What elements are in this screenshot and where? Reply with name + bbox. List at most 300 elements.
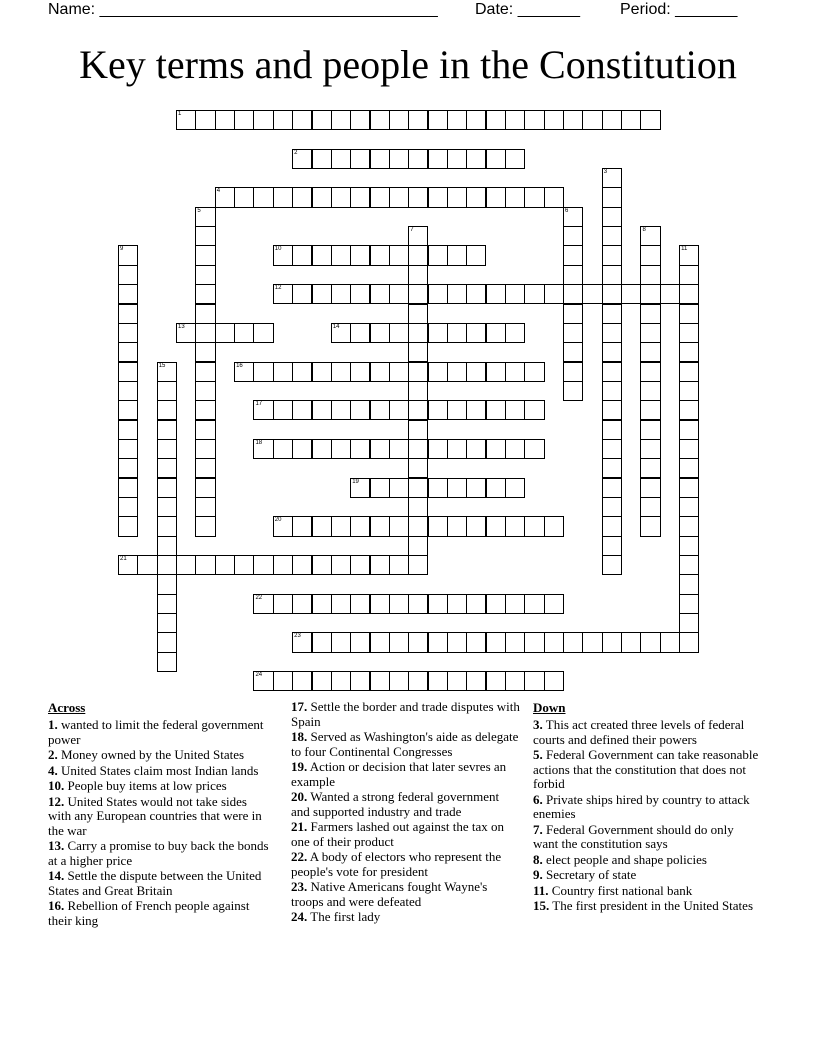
grid-cell[interactable] xyxy=(640,381,660,401)
grid-cell[interactable] xyxy=(157,497,177,517)
grid-cell[interactable] xyxy=(157,420,177,440)
grid-cell[interactable] xyxy=(408,420,428,440)
grid-cell[interactable] xyxy=(312,110,332,130)
grid-cell[interactable] xyxy=(602,362,622,382)
grid-cell[interactable] xyxy=(640,400,660,420)
grid-cell[interactable] xyxy=(524,284,544,304)
grid-cell[interactable] xyxy=(679,613,699,633)
grid-cell[interactable] xyxy=(195,420,215,440)
grid-cell[interactable] xyxy=(118,381,138,401)
grid-cell[interactable] xyxy=(331,516,351,536)
grid-cell[interactable] xyxy=(312,516,332,536)
grid-cell[interactable] xyxy=(582,110,602,130)
grid-cell[interactable] xyxy=(486,362,506,382)
grid-cell[interactable] xyxy=(389,284,409,304)
grid-cell[interactable] xyxy=(137,555,157,575)
grid-cell[interactable] xyxy=(370,149,390,169)
grid-cell[interactable] xyxy=(679,594,699,614)
grid-cell[interactable] xyxy=(447,671,467,691)
grid-cell[interactable] xyxy=(660,632,680,652)
grid-cell[interactable] xyxy=(331,149,351,169)
grid-cell[interactable] xyxy=(563,265,583,285)
grid-cell[interactable] xyxy=(389,632,409,652)
grid-cell[interactable] xyxy=(312,439,332,459)
grid-cell[interactable] xyxy=(273,439,293,459)
grid-cell[interactable] xyxy=(640,342,660,362)
grid-cell[interactable] xyxy=(350,478,370,498)
grid-cell[interactable] xyxy=(602,284,622,304)
grid-cell[interactable] xyxy=(447,594,467,614)
grid-cell[interactable] xyxy=(312,594,332,614)
grid-cell[interactable] xyxy=(428,245,448,265)
grid-cell[interactable] xyxy=(408,110,428,130)
grid-cell[interactable] xyxy=(602,187,622,207)
grid-cell[interactable] xyxy=(505,671,525,691)
grid-cell[interactable] xyxy=(370,478,390,498)
grid-cell[interactable] xyxy=(273,516,293,536)
grid-cell[interactable] xyxy=(118,458,138,478)
grid-cell[interactable] xyxy=(544,187,564,207)
grid-cell[interactable] xyxy=(602,265,622,285)
grid-cell[interactable] xyxy=(370,632,390,652)
grid-cell[interactable] xyxy=(312,149,332,169)
grid-cell[interactable] xyxy=(679,574,699,594)
grid-cell[interactable] xyxy=(118,304,138,324)
grid-cell[interactable] xyxy=(389,516,409,536)
grid-cell[interactable] xyxy=(350,555,370,575)
grid-cell[interactable] xyxy=(370,245,390,265)
grid-cell[interactable] xyxy=(157,362,177,382)
grid-cell[interactable] xyxy=(447,362,467,382)
grid-cell[interactable] xyxy=(602,458,622,478)
grid-cell[interactable] xyxy=(370,187,390,207)
grid-cell[interactable] xyxy=(312,400,332,420)
grid-cell[interactable] xyxy=(118,245,138,265)
grid-cell[interactable] xyxy=(176,323,196,343)
grid-cell[interactable] xyxy=(505,149,525,169)
grid-cell[interactable] xyxy=(602,516,622,536)
grid-cell[interactable] xyxy=(582,632,602,652)
grid-cell[interactable] xyxy=(408,671,428,691)
grid-cell[interactable] xyxy=(466,516,486,536)
grid-cell[interactable] xyxy=(253,110,273,130)
grid-cell[interactable] xyxy=(640,439,660,459)
grid-cell[interactable] xyxy=(679,323,699,343)
grid-cell[interactable] xyxy=(563,110,583,130)
grid-cell[interactable] xyxy=(331,323,351,343)
grid-cell[interactable] xyxy=(602,536,622,556)
grid-cell[interactable] xyxy=(447,187,467,207)
grid-cell[interactable] xyxy=(466,110,486,130)
grid-cell[interactable] xyxy=(466,245,486,265)
grid-cell[interactable] xyxy=(118,555,138,575)
grid-cell[interactable] xyxy=(408,265,428,285)
grid-cell[interactable] xyxy=(331,400,351,420)
grid-cell[interactable] xyxy=(447,245,467,265)
grid-cell[interactable] xyxy=(195,245,215,265)
grid-cell[interactable] xyxy=(273,245,293,265)
grid-cell[interactable] xyxy=(370,362,390,382)
grid-cell[interactable] xyxy=(602,400,622,420)
grid-cell[interactable] xyxy=(234,187,254,207)
grid-cell[interactable] xyxy=(428,671,448,691)
grid-cell[interactable] xyxy=(408,342,428,362)
grid-cell[interactable] xyxy=(253,362,273,382)
grid-cell[interactable] xyxy=(486,323,506,343)
grid-cell[interactable] xyxy=(428,149,448,169)
grid-cell[interactable] xyxy=(118,478,138,498)
grid-cell[interactable] xyxy=(292,149,312,169)
grid-cell[interactable] xyxy=(389,187,409,207)
grid-cell[interactable] xyxy=(505,284,525,304)
grid-cell[interactable] xyxy=(331,110,351,130)
grid-cell[interactable] xyxy=(292,245,312,265)
grid-cell[interactable] xyxy=(679,478,699,498)
grid-cell[interactable] xyxy=(157,439,177,459)
grid-cell[interactable] xyxy=(408,536,428,556)
grid-cell[interactable] xyxy=(195,284,215,304)
grid-cell[interactable] xyxy=(389,478,409,498)
grid-cell[interactable] xyxy=(408,555,428,575)
grid-cell[interactable] xyxy=(195,497,215,517)
grid-cell[interactable] xyxy=(350,187,370,207)
grid-cell[interactable] xyxy=(292,671,312,691)
grid-cell[interactable] xyxy=(331,362,351,382)
period-field[interactable]: Period: _______ xyxy=(620,1,738,18)
grid-cell[interactable] xyxy=(447,632,467,652)
grid-cell[interactable] xyxy=(447,323,467,343)
grid-cell[interactable] xyxy=(679,362,699,382)
grid-cell[interactable] xyxy=(640,420,660,440)
grid-cell[interactable] xyxy=(563,226,583,246)
grid-cell[interactable] xyxy=(486,400,506,420)
date-field[interactable]: Date: _______ xyxy=(475,1,580,18)
name-field[interactable]: Name: ______________________________________ xyxy=(48,1,438,18)
grid-cell[interactable] xyxy=(195,516,215,536)
grid-cell[interactable] xyxy=(602,168,622,188)
grid-cell[interactable] xyxy=(640,458,660,478)
grid-cell[interactable] xyxy=(408,478,428,498)
grid-cell[interactable] xyxy=(466,284,486,304)
grid-cell[interactable] xyxy=(195,226,215,246)
grid-cell[interactable] xyxy=(563,304,583,324)
grid-cell[interactable] xyxy=(312,555,332,575)
grid-cell[interactable] xyxy=(466,632,486,652)
grid-cell[interactable] xyxy=(408,226,428,246)
grid-cell[interactable] xyxy=(486,671,506,691)
grid-cell[interactable] xyxy=(640,304,660,324)
grid-cell[interactable] xyxy=(544,516,564,536)
grid-cell[interactable] xyxy=(331,594,351,614)
grid-cell[interactable] xyxy=(234,555,254,575)
grid-cell[interactable] xyxy=(292,187,312,207)
grid-cell[interactable] xyxy=(602,226,622,246)
grid-cell[interactable] xyxy=(408,516,428,536)
grid-cell[interactable] xyxy=(273,284,293,304)
grid-cell[interactable] xyxy=(679,245,699,265)
grid-cell[interactable] xyxy=(447,478,467,498)
grid-cell[interactable] xyxy=(157,458,177,478)
grid-cell[interactable] xyxy=(505,187,525,207)
grid-cell[interactable] xyxy=(563,323,583,343)
grid-cell[interactable] xyxy=(370,323,390,343)
grid-cell[interactable] xyxy=(408,304,428,324)
grid-cell[interactable] xyxy=(350,594,370,614)
grid-cell[interactable] xyxy=(660,284,680,304)
grid-cell[interactable] xyxy=(505,632,525,652)
grid-cell[interactable] xyxy=(447,516,467,536)
grid-cell[interactable] xyxy=(292,362,312,382)
grid-cell[interactable] xyxy=(408,149,428,169)
grid-cell[interactable] xyxy=(563,381,583,401)
grid-cell[interactable] xyxy=(679,536,699,556)
grid-cell[interactable] xyxy=(640,632,660,652)
grid-cell[interactable] xyxy=(602,342,622,362)
grid-cell[interactable] xyxy=(273,110,293,130)
grid-cell[interactable] xyxy=(505,478,525,498)
grid-cell[interactable] xyxy=(389,245,409,265)
grid-cell[interactable] xyxy=(215,555,235,575)
grid-cell[interactable] xyxy=(331,555,351,575)
grid-cell[interactable] xyxy=(544,284,564,304)
grid-cell[interactable] xyxy=(544,594,564,614)
grid-cell[interactable] xyxy=(602,439,622,459)
grid-cell[interactable] xyxy=(273,671,293,691)
grid-cell[interactable] xyxy=(350,149,370,169)
grid-cell[interactable] xyxy=(486,516,506,536)
grid-cell[interactable] xyxy=(582,284,602,304)
grid-cell[interactable] xyxy=(408,245,428,265)
grid-cell[interactable] xyxy=(505,516,525,536)
grid-cell[interactable] xyxy=(370,516,390,536)
grid-cell[interactable] xyxy=(195,478,215,498)
grid-cell[interactable] xyxy=(370,284,390,304)
grid-cell[interactable] xyxy=(524,187,544,207)
grid-cell[interactable] xyxy=(428,439,448,459)
grid-cell[interactable] xyxy=(273,594,293,614)
grid-cell[interactable] xyxy=(679,439,699,459)
grid-cell[interactable] xyxy=(157,594,177,614)
grid-cell[interactable] xyxy=(312,284,332,304)
grid-cell[interactable] xyxy=(640,497,660,517)
grid-cell[interactable] xyxy=(640,110,660,130)
grid-cell[interactable] xyxy=(428,362,448,382)
grid-cell[interactable] xyxy=(195,400,215,420)
grid-cell[interactable] xyxy=(408,594,428,614)
grid-cell[interactable] xyxy=(544,110,564,130)
grid-cell[interactable] xyxy=(466,323,486,343)
grid-cell[interactable] xyxy=(118,497,138,517)
grid-cell[interactable] xyxy=(640,323,660,343)
grid-cell[interactable] xyxy=(505,323,525,343)
grid-cell[interactable] xyxy=(679,458,699,478)
grid-cell[interactable] xyxy=(408,381,428,401)
grid-cell[interactable] xyxy=(602,381,622,401)
grid-cell[interactable] xyxy=(195,304,215,324)
grid-cell[interactable] xyxy=(447,149,467,169)
grid-cell[interactable] xyxy=(157,555,177,575)
grid-cell[interactable] xyxy=(350,671,370,691)
grid-cell[interactable] xyxy=(312,187,332,207)
grid-cell[interactable] xyxy=(176,555,196,575)
grid-cell[interactable] xyxy=(157,400,177,420)
grid-cell[interactable] xyxy=(370,400,390,420)
grid-cell[interactable] xyxy=(505,439,525,459)
grid-cell[interactable] xyxy=(292,110,312,130)
grid-cell[interactable] xyxy=(679,400,699,420)
grid-cell[interactable] xyxy=(679,632,699,652)
grid-cell[interactable] xyxy=(389,400,409,420)
grid-cell[interactable] xyxy=(370,671,390,691)
grid-cell[interactable] xyxy=(234,323,254,343)
grid-cell[interactable] xyxy=(486,149,506,169)
grid-cell[interactable] xyxy=(195,362,215,382)
grid-cell[interactable] xyxy=(428,632,448,652)
grid-cell[interactable] xyxy=(273,362,293,382)
grid-cell[interactable] xyxy=(195,323,215,343)
grid-cell[interactable] xyxy=(234,110,254,130)
grid-cell[interactable] xyxy=(195,381,215,401)
grid-cell[interactable] xyxy=(563,284,583,304)
grid-cell[interactable] xyxy=(408,439,428,459)
grid-cell[interactable] xyxy=(486,478,506,498)
grid-cell[interactable] xyxy=(350,516,370,536)
grid-cell[interactable] xyxy=(331,632,351,652)
grid-cell[interactable] xyxy=(195,265,215,285)
grid-cell[interactable] xyxy=(428,478,448,498)
grid-cell[interactable] xyxy=(370,439,390,459)
grid-cell[interactable] xyxy=(524,439,544,459)
grid-cell[interactable] xyxy=(602,323,622,343)
grid-cell[interactable] xyxy=(602,245,622,265)
grid-cell[interactable] xyxy=(505,594,525,614)
grid-cell[interactable] xyxy=(331,671,351,691)
grid-cell[interactable] xyxy=(602,304,622,324)
grid-cell[interactable] xyxy=(370,555,390,575)
grid-cell[interactable] xyxy=(524,362,544,382)
grid-cell[interactable] xyxy=(350,439,370,459)
grid-cell[interactable] xyxy=(524,671,544,691)
grid-cell[interactable] xyxy=(621,110,641,130)
grid-cell[interactable] xyxy=(428,187,448,207)
grid-cell[interactable] xyxy=(466,594,486,614)
grid-cell[interactable] xyxy=(195,342,215,362)
grid-cell[interactable] xyxy=(466,439,486,459)
grid-cell[interactable] xyxy=(292,439,312,459)
grid-cell[interactable] xyxy=(621,284,641,304)
grid-cell[interactable] xyxy=(563,632,583,652)
grid-cell[interactable] xyxy=(602,478,622,498)
grid-cell[interactable] xyxy=(118,323,138,343)
grid-cell[interactable] xyxy=(389,362,409,382)
grid-cell[interactable] xyxy=(350,245,370,265)
grid-cell[interactable] xyxy=(428,400,448,420)
grid-cell[interactable] xyxy=(486,439,506,459)
grid-cell[interactable] xyxy=(563,342,583,362)
grid-cell[interactable] xyxy=(679,497,699,517)
grid-cell[interactable] xyxy=(486,632,506,652)
grid-cell[interactable] xyxy=(428,516,448,536)
grid-cell[interactable] xyxy=(118,439,138,459)
grid-cell[interactable] xyxy=(447,110,467,130)
grid-cell[interactable] xyxy=(466,671,486,691)
grid-cell[interactable] xyxy=(408,323,428,343)
grid-cell[interactable] xyxy=(524,400,544,420)
grid-cell[interactable] xyxy=(563,362,583,382)
grid-cell[interactable] xyxy=(195,458,215,478)
grid-cell[interactable] xyxy=(292,516,312,536)
grid-cell[interactable] xyxy=(679,284,699,304)
grid-cell[interactable] xyxy=(389,555,409,575)
grid-cell[interactable] xyxy=(292,555,312,575)
grid-cell[interactable] xyxy=(350,323,370,343)
grid-cell[interactable] xyxy=(157,613,177,633)
grid-cell[interactable] xyxy=(389,110,409,130)
grid-cell[interactable] xyxy=(466,362,486,382)
grid-cell[interactable] xyxy=(273,555,293,575)
grid-cell[interactable] xyxy=(428,594,448,614)
grid-cell[interactable] xyxy=(505,400,525,420)
grid-cell[interactable] xyxy=(118,342,138,362)
grid-cell[interactable] xyxy=(679,555,699,575)
grid-cell[interactable] xyxy=(350,362,370,382)
grid-cell[interactable] xyxy=(563,207,583,227)
grid-cell[interactable] xyxy=(466,478,486,498)
grid-cell[interactable] xyxy=(428,284,448,304)
grid-cell[interactable] xyxy=(640,265,660,285)
grid-cell[interactable] xyxy=(253,400,273,420)
grid-cell[interactable] xyxy=(524,594,544,614)
grid-cell[interactable] xyxy=(253,439,273,459)
grid-cell[interactable] xyxy=(486,187,506,207)
grid-cell[interactable] xyxy=(195,555,215,575)
grid-cell[interactable] xyxy=(157,574,177,594)
grid-cell[interactable] xyxy=(679,342,699,362)
grid-cell[interactable] xyxy=(118,420,138,440)
grid-cell[interactable] xyxy=(234,362,254,382)
grid-cell[interactable] xyxy=(253,594,273,614)
grid-cell[interactable] xyxy=(602,207,622,227)
grid-cell[interactable] xyxy=(215,323,235,343)
grid-cell[interactable] xyxy=(253,555,273,575)
grid-cell[interactable] xyxy=(447,439,467,459)
grid-cell[interactable] xyxy=(544,632,564,652)
grid-cell[interactable] xyxy=(195,207,215,227)
grid-cell[interactable] xyxy=(408,187,428,207)
grid-cell[interactable] xyxy=(486,594,506,614)
grid-cell[interactable] xyxy=(389,671,409,691)
grid-cell[interactable] xyxy=(253,187,273,207)
grid-cell[interactable] xyxy=(524,516,544,536)
grid-cell[interactable] xyxy=(331,245,351,265)
grid-cell[interactable] xyxy=(640,226,660,246)
grid-cell[interactable] xyxy=(602,555,622,575)
grid-cell[interactable] xyxy=(176,110,196,130)
grid-cell[interactable] xyxy=(157,652,177,672)
grid-cell[interactable] xyxy=(505,110,525,130)
grid-cell[interactable] xyxy=(466,400,486,420)
grid-cell[interactable] xyxy=(273,400,293,420)
grid-cell[interactable] xyxy=(679,516,699,536)
grid-cell[interactable] xyxy=(292,632,312,652)
grid-cell[interactable] xyxy=(447,284,467,304)
grid-cell[interactable] xyxy=(640,284,660,304)
grid-cell[interactable] xyxy=(331,284,351,304)
grid-cell[interactable] xyxy=(408,400,428,420)
grid-cell[interactable] xyxy=(602,497,622,517)
grid-cell[interactable] xyxy=(389,439,409,459)
grid-cell[interactable] xyxy=(486,110,506,130)
